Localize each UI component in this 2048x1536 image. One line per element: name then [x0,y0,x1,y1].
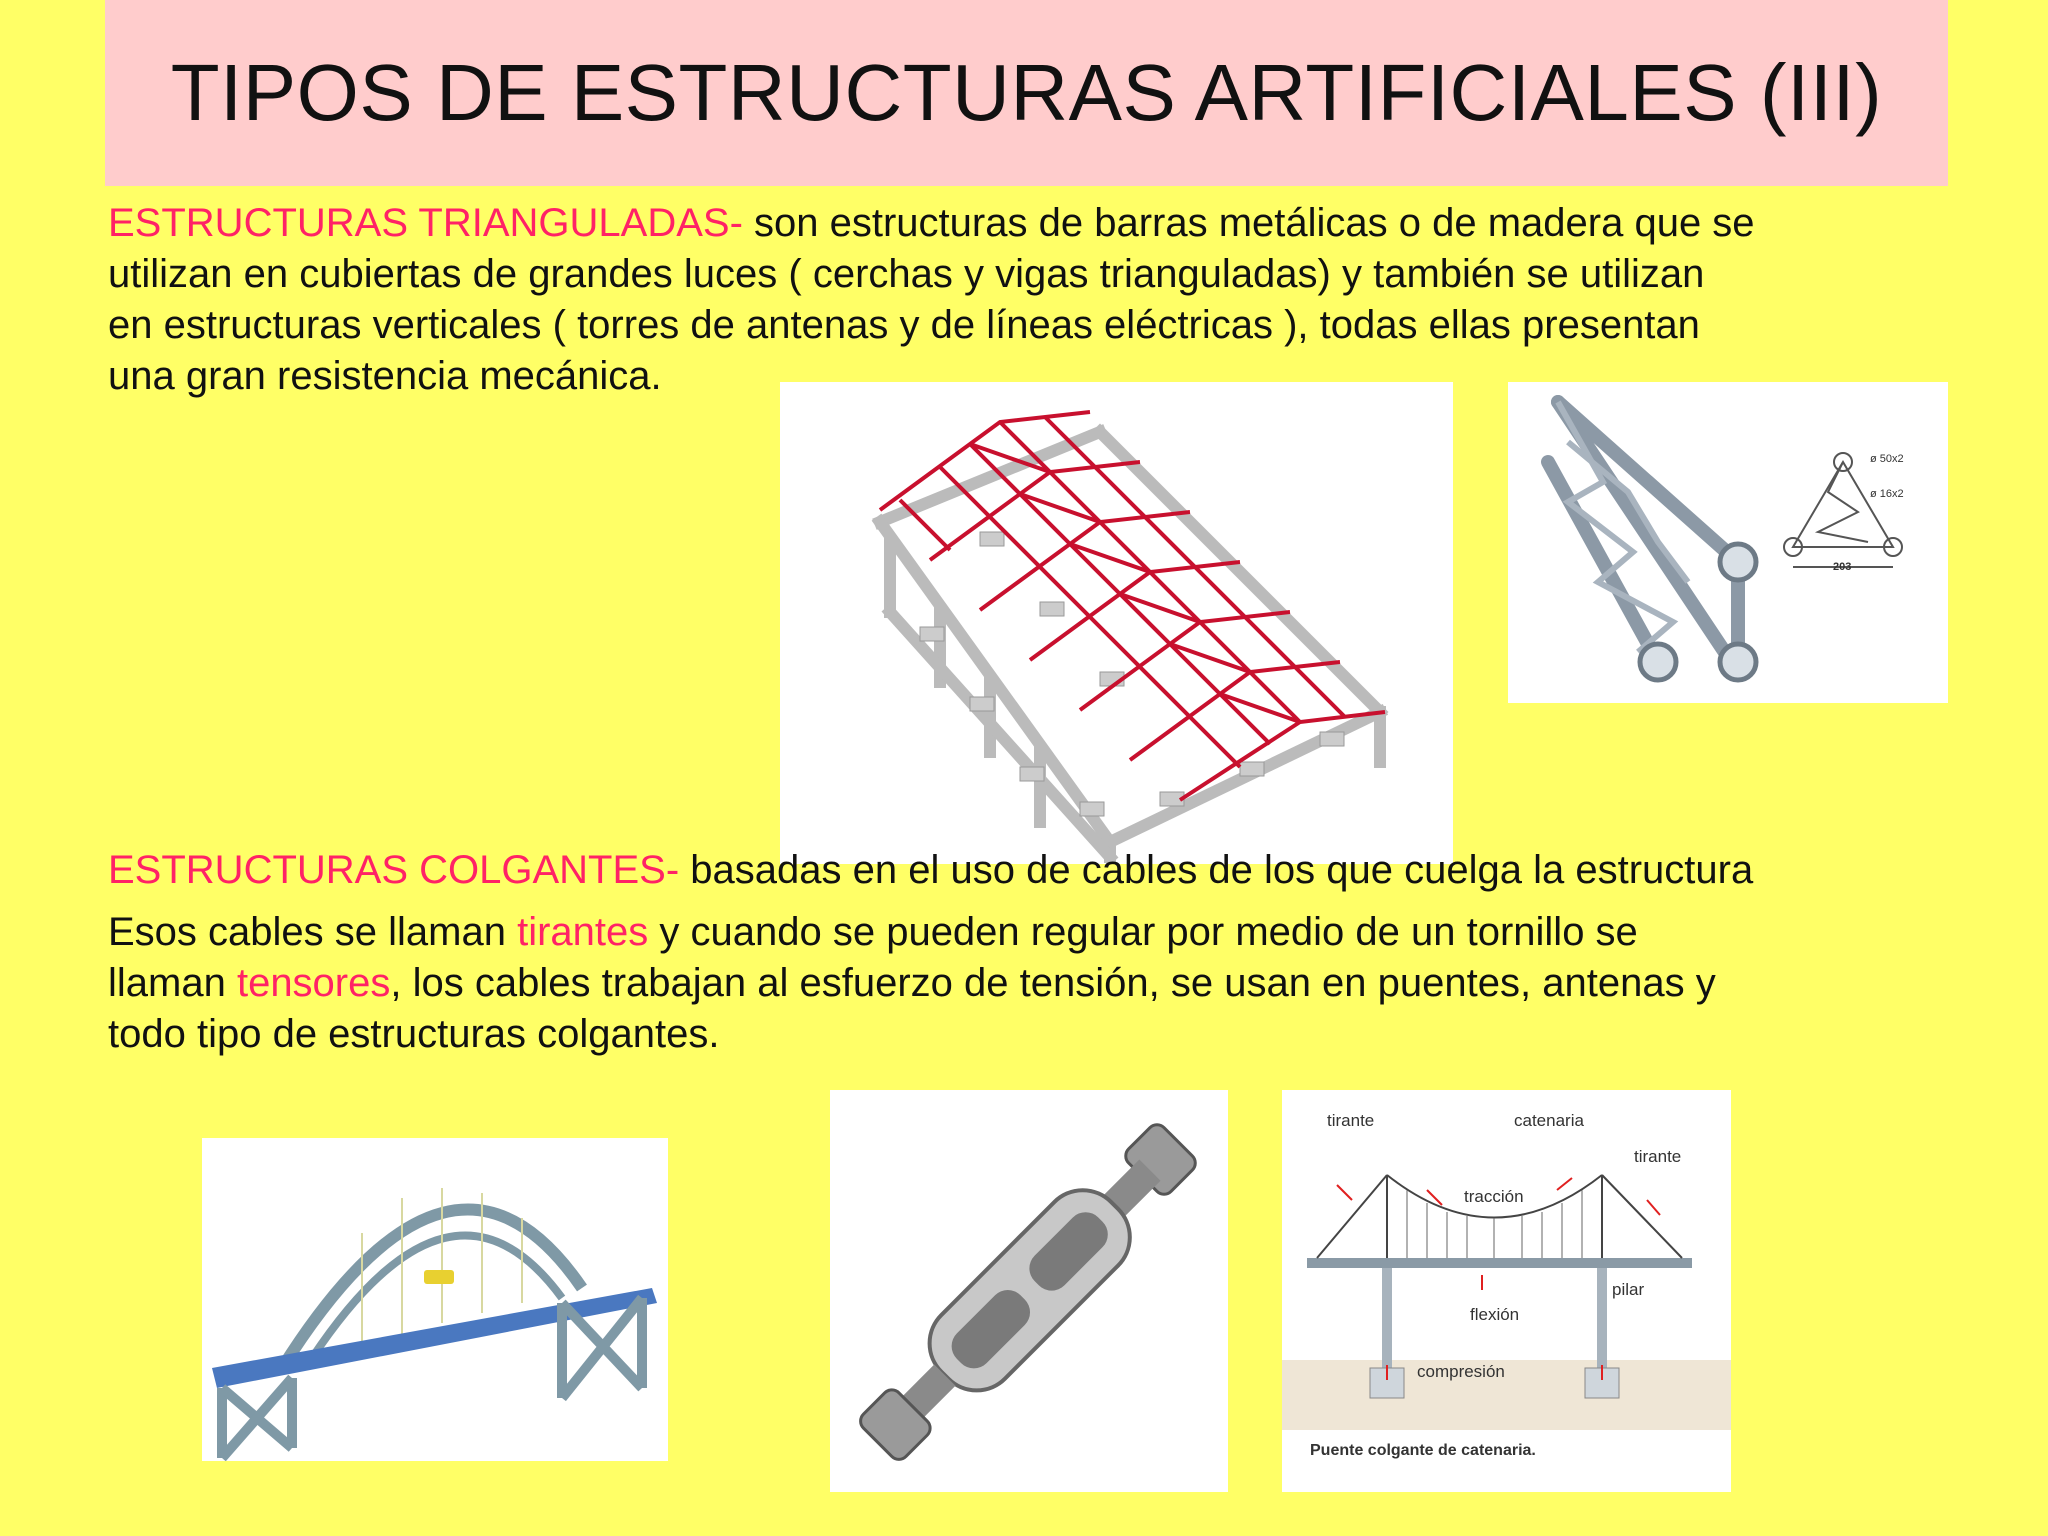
dim-width: 203 [1833,561,1852,573]
label-compresion: compresión [1417,1362,1505,1381]
colgantes-paragraph [108,907,1716,1060]
tirantes-term: tirantes [517,910,649,954]
trianguladas-paragraph [108,198,1755,402]
roof-truss-image [780,382,1453,864]
label-flexion: flexión [1470,1305,1520,1324]
title-band [105,0,1948,186]
label-traccion: tracción [1464,1187,1524,1206]
arch-bridge-drawing [202,1138,668,1461]
label-catenaria: catenaria [1514,1111,1584,1130]
label-tirante-left: tirante [1327,1111,1375,1130]
trianguladas-line-2: utilizan en cubiertas de grandes luces ( cerchas y vigas trianguladas) y también se utilizan [108,252,1705,296]
turnbuckle-drawing [830,1090,1228,1492]
colgantes-line-2: Esos cables se llaman tirantes y cuando se pueden regular por medio de un tornillo se [108,910,1638,954]
colgantes-heading-line: ESTRUCTURAS COLGANTES- basadas en el uso de cables de los que cuelga la estructura [108,848,1754,892]
suspension-bridge-diagram [1282,1090,1731,1492]
arch-bridge-image [202,1138,668,1461]
tensores-term: tensores [236,961,391,1005]
truss-segment-drawing [1508,382,1948,703]
page-title: TIPOS DE ESTRUCTURAS ARTIFICIALES (III) [170,48,1883,137]
label-tirante-right: tirante [1634,1147,1682,1166]
diagram-caption: Puente colgante de catenaria. [1310,1442,1536,1459]
colgantes-line-3: llaman tensores, los cables trabajan al esfuerzo de tensión, se usan en puentes, antenas y [108,961,1716,1005]
dim-outer-tube: ø 50x2 [1870,453,1904,465]
suspension-bridge-drawing [1282,1090,1731,1492]
turnbuckle-image [830,1090,1228,1492]
colgantes-line-4: todo tipo de estructuras colgantes. [108,1012,720,1056]
truss-segment-image [1508,382,1948,703]
dim-inner-tube: ø 16x2 [1870,488,1904,500]
trianguladas-heading: ESTRUCTURAS TRIANGULADAS- [108,201,743,245]
roof-truss-drawing [780,382,1453,864]
trianguladas-line-4: una gran resistencia mecánica. [108,354,662,398]
trianguladas-line-3: en estructuras verticales ( torres de antenas y de líneas eléctricas ), todas ellas presentan [108,303,1700,347]
truss-section-diagram [1784,453,1902,567]
colgantes-heading: ESTRUCTURAS COLGANTES- [108,848,680,892]
label-pilar: pilar [1612,1280,1645,1299]
trianguladas-line-1: ESTRUCTURAS TRIANGULADAS- son estructuras de barras metálicas o de madera que se [108,201,1755,245]
